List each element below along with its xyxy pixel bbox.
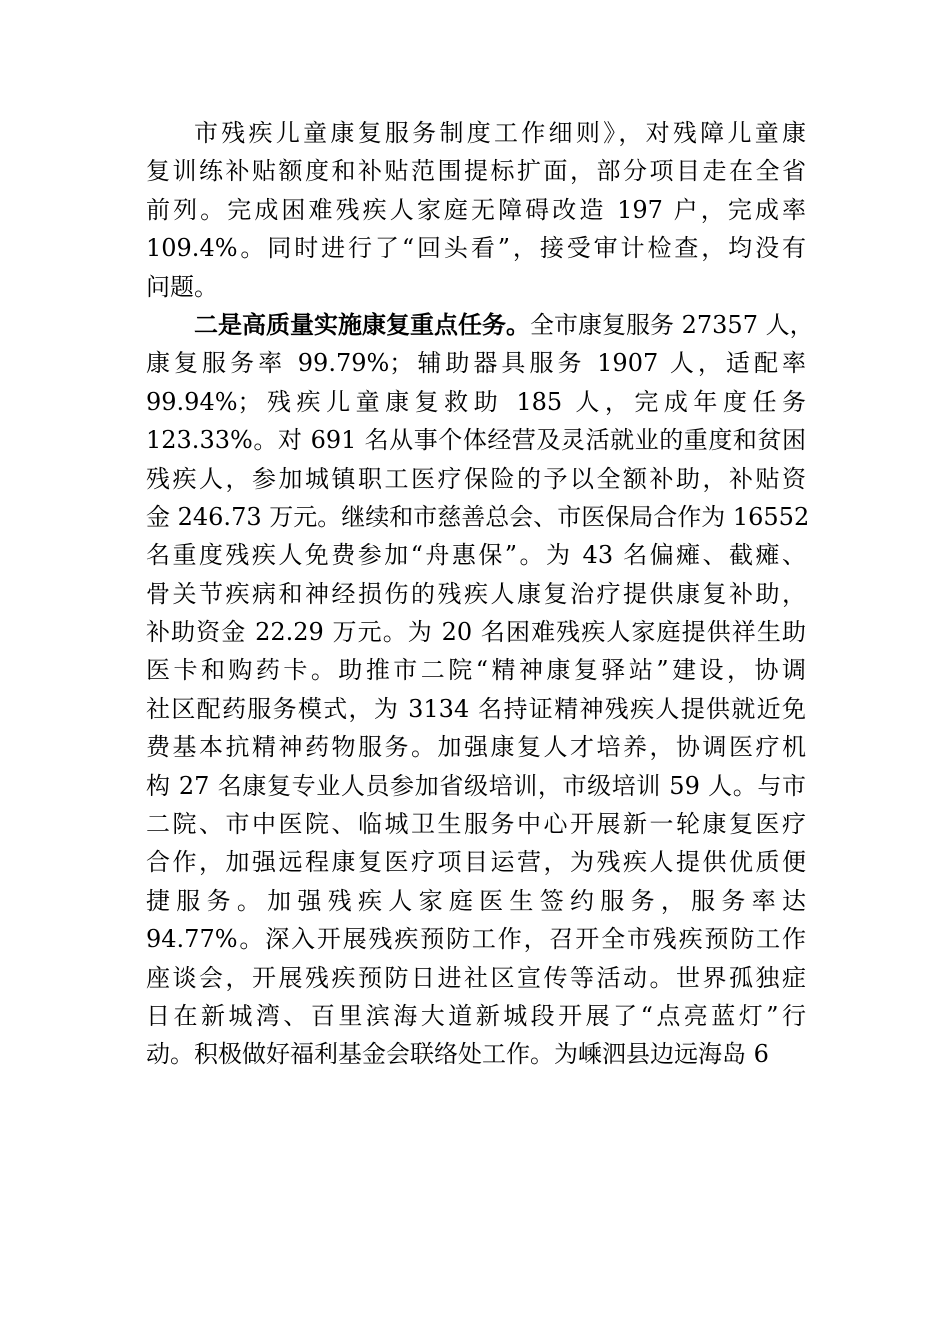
paragraph-2-line: 金 246.73 万元。继续和市慈善总会、市医保局合作为 16552 [146, 502, 810, 531]
section-heading-bold: 二是高质量实施康复重点任务。 [194, 309, 530, 339]
paragraph-2-line: 座谈会，开展残疾预防日进社区宣传等活动。世界孤独症 [146, 963, 806, 992]
paragraph-1-line: 问题。 [146, 272, 218, 301]
paragraph-2-line: 123.33%。对 691 名从事个体经营及灵活就业的重度和贫困 [146, 426, 806, 455]
paragraph-2-line: 捷服务。加强残疾人家庭医生签约服务，服务率达 [146, 886, 806, 915]
paragraph-2-line: 医卡和购药卡。助推市二院“精神康复驿站”建设，协调 [146, 656, 806, 685]
paragraph-2-line: 费基本抗精神药物服务。加强康复人才培养，协调医疗机 [146, 733, 806, 762]
body-text [146, 114, 814, 1074]
paragraph-2-line: 骨关节疾病和神经损伤的残疾人康复治疗提供康复补助， [146, 579, 806, 608]
paragraph-2-line: 康复服务率 99.79%；辅助器具服务 1907 人，适配率 [146, 349, 806, 378]
paragraph-2-first-line [146, 306, 814, 344]
paragraph-2-line: 二院、市中医院、临城卫生服务中心开展新一轮康复医疗 [146, 810, 806, 839]
paragraph-2-line: 94.77%。深入开展残疾预防工作，召开全市残疾预防工作 [146, 925, 806, 954]
paragraph-2-line: 动。积极做好福利基金会联络处工作。为嵊泗县边远海岛 6 [146, 1040, 769, 1069]
paragraph-1-line: 市残疾儿童康复服务制度工作细则》，对残障儿童康 [194, 119, 806, 147]
paragraph-1-line: 前列。完成困难残疾人家庭无障碍改造 197 户，完成率 [146, 195, 806, 224]
paragraph-2-line: 补助资金 22.29 万元。为 20 名困难残疾人家庭提供祥生助 [146, 618, 806, 647]
paragraph-2-line: 社区配药服务模式，为 3134 名持证精神残疾人提供就近免 [146, 694, 806, 723]
paragraph-2-line: 残疾人，参加城镇职工医疗保险的予以全额补助，补贴资 [146, 464, 806, 493]
paragraph-2-lead-text: 全市康复服务 27357 人， [530, 310, 814, 339]
paragraph-2-line: 99.94%；残疾儿童康复救助 185 人，完成年度任务 [146, 387, 806, 416]
paragraph-1-line: 109.4%。同时进行了“回头看”，接受审计检查，均没有 [146, 234, 806, 263]
paragraph-2-line: 合作，加强远程康复医疗项目运营，为残疾人提供优质便 [146, 848, 806, 877]
paragraph-2-line: 名重度残疾人免费参加“舟惠保”。为 43 名偏瘫、截瘫、 [146, 541, 806, 570]
paragraph-2-line: 日在新城湾、百里滨海大道新城段开展了“点亮蓝灯”行 [146, 1001, 806, 1030]
paragraph-1-line: 复训练补贴额度和补贴范围提标扩面，部分项目走在全省 [146, 157, 806, 186]
paragraph-2-line: 构 27 名康复专业人员参加省级培训，市级培训 59 人。与市 [146, 771, 806, 800]
